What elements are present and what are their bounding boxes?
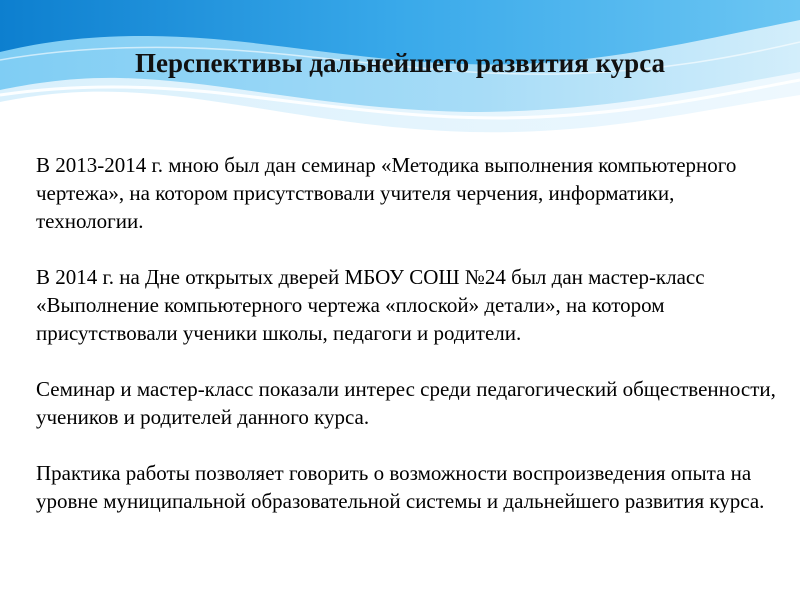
- slide-title: Перспективы дальнейшего развития курса: [134, 48, 666, 78]
- paragraph-interest: Семинар и мастер-класс показали интерес среди педагогический общественности, учеников и родителей данного курса.: [36, 377, 776, 429]
- paragraph-master-class: В 2014 г. на Дне открытых дверей МБОУ СОШ №24 был дан мастер-класс «Выполнение компьютерного чертежа «плоской» детали», на котором присутствовали ученики школы, педагоги и родители.: [36, 265, 705, 345]
- slide-body: [36, 151, 781, 515]
- paragraph-practice: Практика работы позволяет говорить о возможности воспроизведения опыта на уровне муниципальной образовательной системы и дальнейшего развития курса.: [36, 461, 765, 513]
- paragraph-seminar: В 2013-2014 г. мною был дан семинар «Методика выполнения компьютерного чертежа», на котором присутствовали учителя черчения, информатики, технологии.: [36, 153, 737, 233]
